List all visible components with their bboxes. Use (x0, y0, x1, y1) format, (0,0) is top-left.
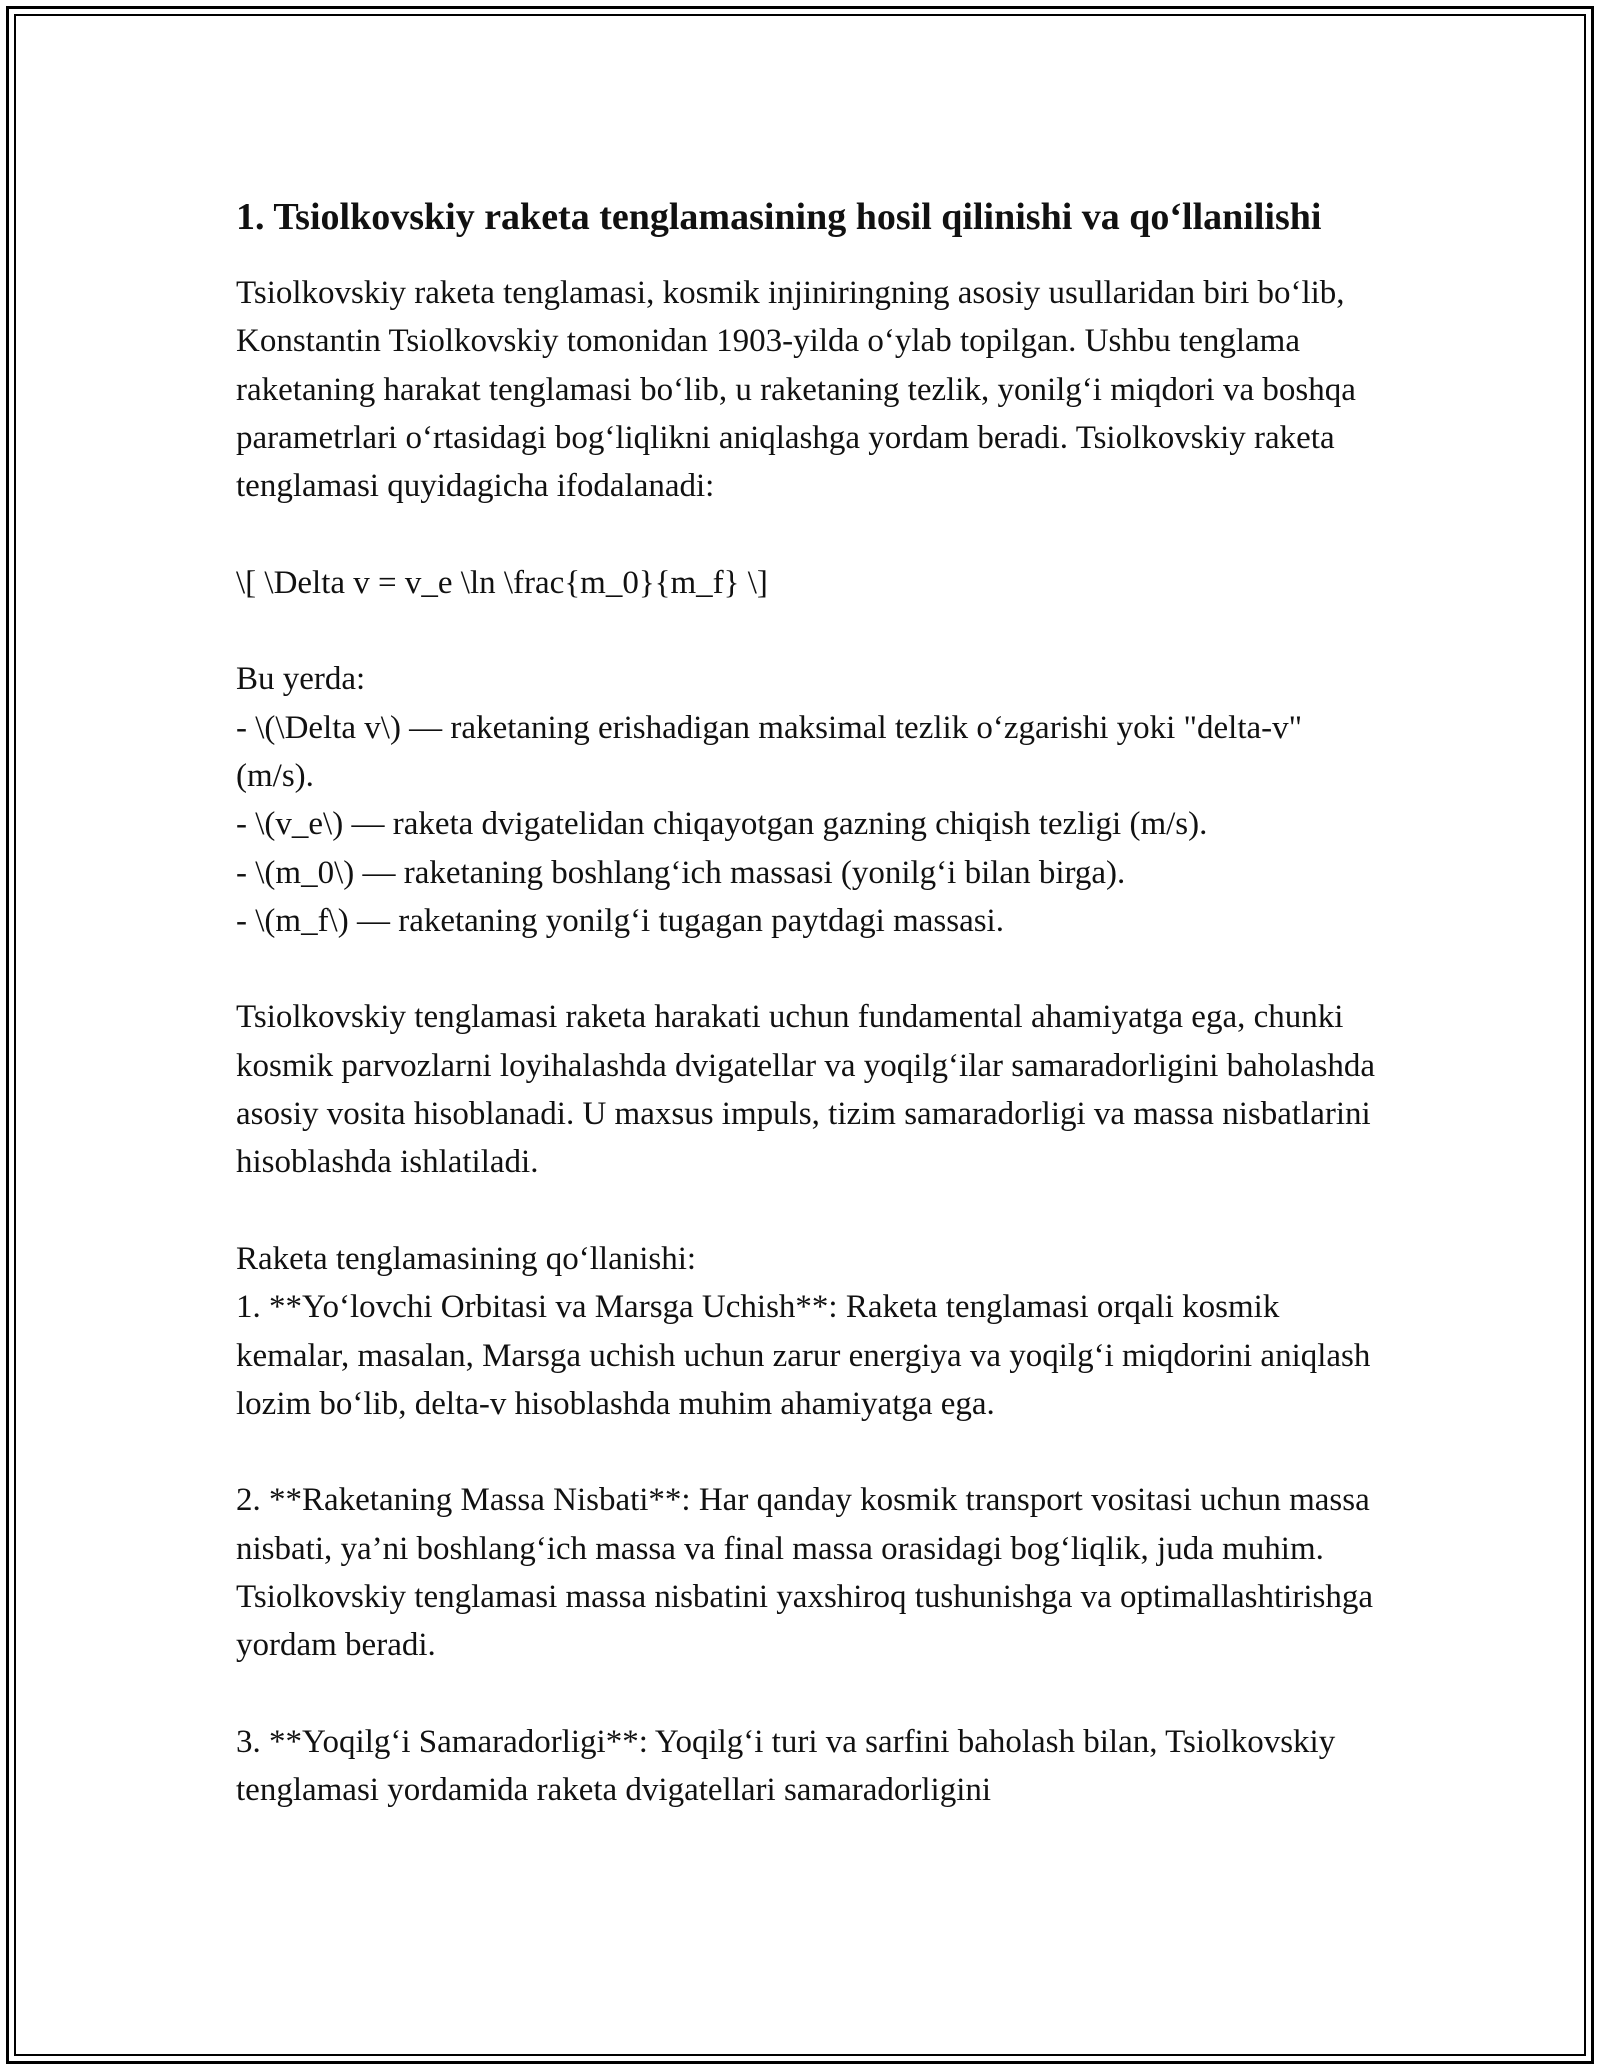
document-content (236, 190, 1376, 1815)
document-body: Tsiolkovskiy raketa tenglamasi, kosmik injiniringning asosiy usullaridan biri bo‘lib, Konstantin Tsiolkovskiy tomonidan 1903-yilda o‘ylab topilgan. Ushbu tenglama raketaning harakat tenglamasi bo‘lib, u raketaning tezlik, yonilg‘i miqdori va boshqa parametrlari o‘rtasidagi bog‘liqlikni aniqlashga yordam beradi. Tsiolkovskiy raketa tenglamasi quyidagicha ifodalanadi: \[ \Delta v = v_e \ln \frac{m_0}{m_f} \] Bu yerda: - \(\Delta v\) — raketaning erishadigan maksimal tezlik o‘zgarishi yoki "delta-v" (m/s). - \(v_e\) — raketa dvigatelidan chiqayotgan gazning chiqish tezligi (m/s). - \(m_0\) — raketaning boshlang‘ich massasi (yonilg‘i bilan birga). - \(m_f\) — raketaning yonilg‘i tugagan paytdagi massasi. Tsiolkovskiy tenglamasi raketa harakati uchun fundamental ahamiyatga ega, chunki kosmik parvozlarni loyihalashda dvigatellar va yoqilg‘ilar samaradorligini baholashda asosiy vosita hisoblanadi. U maxsus impuls, tizim samaradorligi va massa nisbatlarini hisoblashda ishlatiladi. Raketa tenglamasining qo‘llanishi: 1. **Yo‘lovchi Orbitasi va Marsga Uchish**: Raketa tenglamasi orqali kosmik kemalar, masalan, Marsga uchish uchun zarur energiya va yoqilg‘i miqdorini aniqlash lozim bo‘lib, delta-v hisoblashda muhim ahamiyatga ega. 2. **Raketaning Massa Nisbati**: Har qanday kosmik transport vositasi uchun massa nisbati, ya’ni boshlang‘ich massa va final massa orasidagi bog‘liqlik, juda muhim. Tsiolkovskiy tenglamasi massa nisbatini yaxshiroq tushunishga va optimallashtirishga yordam beradi. 3. **Yoqilg‘i Samaradorligi**: Yoqilg‘i turi va sarfini baholash bilan, Tsiolkovskiy tenglamasi yordamida raketa dvigatellari samaradorligini (236, 275, 1376, 1809)
page-title: 1. Tsiolkovskiy raketa tenglamasining hosil qilinishi va qo‘llanilishi (236, 196, 1322, 238)
